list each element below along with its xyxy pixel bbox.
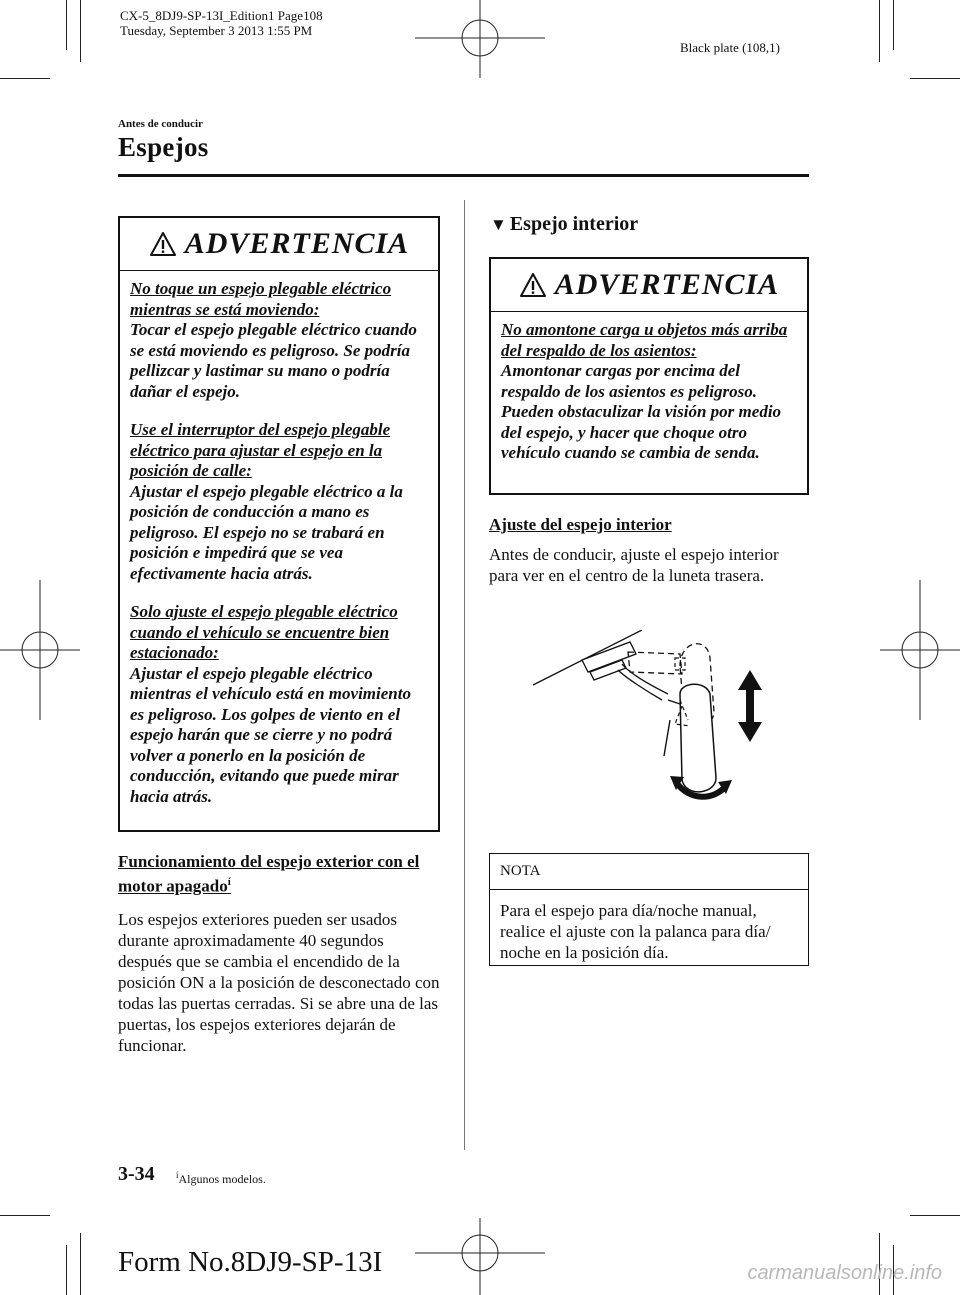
plate-label: Black plate (108,1) <box>680 40 780 55</box>
adjust-heading: Ajuste del espejo interior <box>489 515 672 534</box>
column-divider <box>464 200 465 1150</box>
form-number: Form No.8DJ9-SP-13I <box>118 1246 383 1278</box>
warning-item-heading: Use el interruptor del espejo plegable eléctrico para ajustar el espejo en la posición de calle: <box>130 420 391 480</box>
warning-item-heading: No amontone carga u objetos más arriba del respaldo de los asientos: <box>501 320 788 360</box>
warning-box-exterior <box>118 216 440 832</box>
engine-off-text: Los espejos exteriores pueden ser usados durante aproximadamente 40 segundos después que se cambia el encendido de la posición ON a la posición de desconectado con todas las puertas cerradas. Si se abre una de las puertas, los espejos exteriores dejarán de funcionar. <box>118 909 440 1055</box>
warning-item-heading: Solo ajuste el espejo plegable eléctrico cuando el vehículo se encuentre bien estacionado: <box>130 602 398 662</box>
warning-triangle-icon <box>519 272 547 298</box>
warning-box-interior <box>489 257 809 495</box>
registration-mark-top <box>415 0 545 80</box>
warning-item-text: Tocar el espejo plegable eléctrico cuando se está moviendo es peligroso. Se podría pellizcar y lastimar su mano o podría dañar el espejo. <box>130 320 417 401</box>
warning-item <box>130 602 428 807</box>
print-header-line2: Tuesday, September 3 2013 1:55 PM <box>120 23 313 38</box>
note-text: Para el espejo para día/noche manual, realice el ajuste con la palanca para día/ noche en la posición día. <box>500 901 771 962</box>
registration-mark-right <box>880 580 960 720</box>
warning-title: ADVERTENCIA <box>554 268 780 301</box>
page-title: Espejos <box>118 132 209 162</box>
footer-note-text: Algunos modelos. <box>178 1172 266 1186</box>
note-box <box>489 853 809 966</box>
engine-off-heading <box>118 852 440 897</box>
interior-heading-text: Espejo interior <box>509 213 639 235</box>
mirror-adjust-illustration <box>530 630 780 805</box>
adjust-text: Antes de conducir, ajuste el espejo interior para ver en el centro de la luneta trasera. <box>489 545 779 585</box>
title-rule <box>118 174 809 177</box>
warning-body <box>491 312 807 474</box>
some-models-mark: í <box>227 876 231 888</box>
warning-body <box>120 271 438 817</box>
registration-mark-left <box>0 580 80 720</box>
section-label: Antes de conducir <box>118 118 203 130</box>
warning-header <box>120 218 438 271</box>
warning-item-heading: No toque un espejo plegable eléctrico mientras se está moviendo: <box>130 279 392 319</box>
warning-item <box>130 279 428 402</box>
warning-item <box>501 320 797 464</box>
warning-item-text: Ajustar el espejo plegable eléctrico mientras el vehículo está en movimiento es peligroso. Los golpes de viento en el espejo harán que se cierre y no podrá volver a ponerlo en la posición de conducción, evitando que puede mirar hacia atrás. <box>130 663 411 806</box>
section-marker-icon: ▼ <box>490 215 507 234</box>
warning-header <box>491 259 807 312</box>
warning-title: ADVERTENCIA <box>184 227 410 260</box>
warning-item-text: Ajustar el espejo plegable eléctrico a la posición de conducción a mano es peligroso. El espejo no se trabará en posición e impedirá que se vea efectivamente hacia atrás. <box>130 481 403 583</box>
page-number: 3-34 <box>118 1163 155 1185</box>
watermark: carmanualsonline.info <box>747 1262 942 1284</box>
warning-item <box>130 420 428 584</box>
some-models-mark: í <box>176 1170 179 1180</box>
note-title: NOTA <box>490 854 808 890</box>
print-header-line1: CX-5_8DJ9-SP-13I_Edition1 Page108 <box>120 8 323 23</box>
warning-triangle-icon <box>149 231 177 257</box>
engine-off-heading-text: Funcionamiento del espejo exterior con el motor apagado <box>118 852 420 896</box>
footer-note <box>176 1170 266 1187</box>
interior-heading <box>490 213 638 236</box>
engine-off-section <box>118 852 440 1056</box>
warning-item-text: Amontonar cargas por encima del respaldo de los asientos es peligroso. Pueden obstaculizar la visión por medio del espejo, y hacer que choque otro vehículo cuando se cambia de senda. <box>501 361 782 462</box>
registration-mark-bottom <box>415 1218 545 1295</box>
